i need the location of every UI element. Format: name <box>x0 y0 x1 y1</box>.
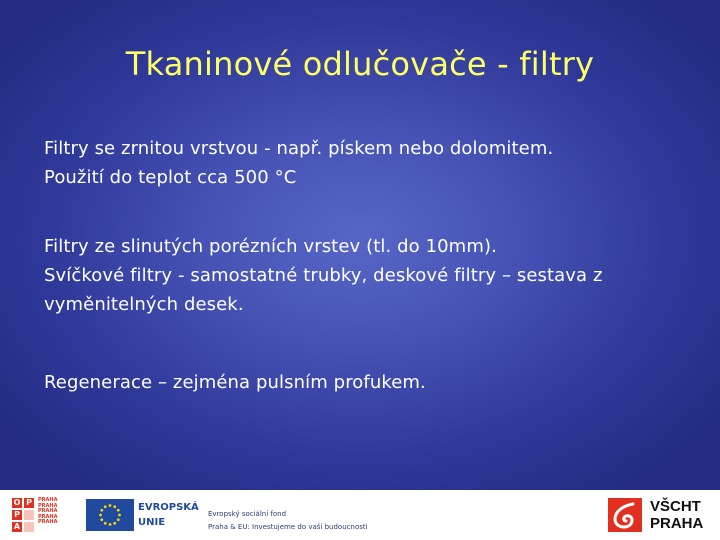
vscht-line-1: VŠCHT <box>650 498 701 515</box>
paragraph-1 <box>44 134 684 192</box>
eu-label <box>138 500 199 530</box>
opp-letter-grid <box>12 498 34 532</box>
opp-text-line: PRAHA <box>38 502 58 509</box>
paragraph-2-line-2: Svíčkové filtry - samostatné trubky, deskové filtry – sestava z vyměnitelných desek. <box>44 265 603 315</box>
footer-logo-bar <box>0 490 720 540</box>
opp-praha-logo <box>12 498 76 532</box>
vscht-logo-icon <box>608 498 642 532</box>
opp-letter: A <box>13 522 21 531</box>
esf-text <box>208 508 368 534</box>
opp-letter: P <box>12 510 22 520</box>
opp-text-line: PRAHA <box>38 508 58 515</box>
opp-text <box>38 498 76 526</box>
opp-text-line: PRAHA <box>38 513 58 520</box>
esf-line-1: Evropský sociální fond <box>208 510 287 518</box>
vscht-text <box>650 498 703 532</box>
eu-flag-icon <box>86 499 134 531</box>
eu-label-line-2: UNIE <box>138 517 166 528</box>
slide-title: Tkaninové odlučovače - filtry <box>125 45 595 83</box>
paragraph-1-line-2: Použití do teplot cca 500 °C <box>44 167 297 188</box>
opp-text-line: PRAHA <box>38 497 58 503</box>
paragraph-3-line-1: Regenerace – zejména pulsním profukem. <box>44 372 426 393</box>
paragraph-2-line-1: Filtry ze slinutých porézních vrstev (tl. do 10mm). <box>44 236 497 257</box>
opp-letter: P <box>24 498 34 508</box>
opp-text-line: PRAHA <box>38 519 58 526</box>
eu-label-line-1: EVROPSKÁ <box>138 502 199 513</box>
paragraph-1-line-1: Filtry se zrnitou vrstvou - např. pískem nebo dolomitem. <box>44 138 554 159</box>
opp-letter <box>24 522 34 532</box>
esf-line-2: Praha & EU: Investujeme do vaší budoucnosti <box>208 523 368 531</box>
paragraph-3 <box>44 368 684 397</box>
opp-letter: O <box>13 498 21 507</box>
paragraph-2 <box>44 232 684 319</box>
vscht-line-2: PRAHA <box>650 515 704 532</box>
opp-letter <box>24 510 34 520</box>
